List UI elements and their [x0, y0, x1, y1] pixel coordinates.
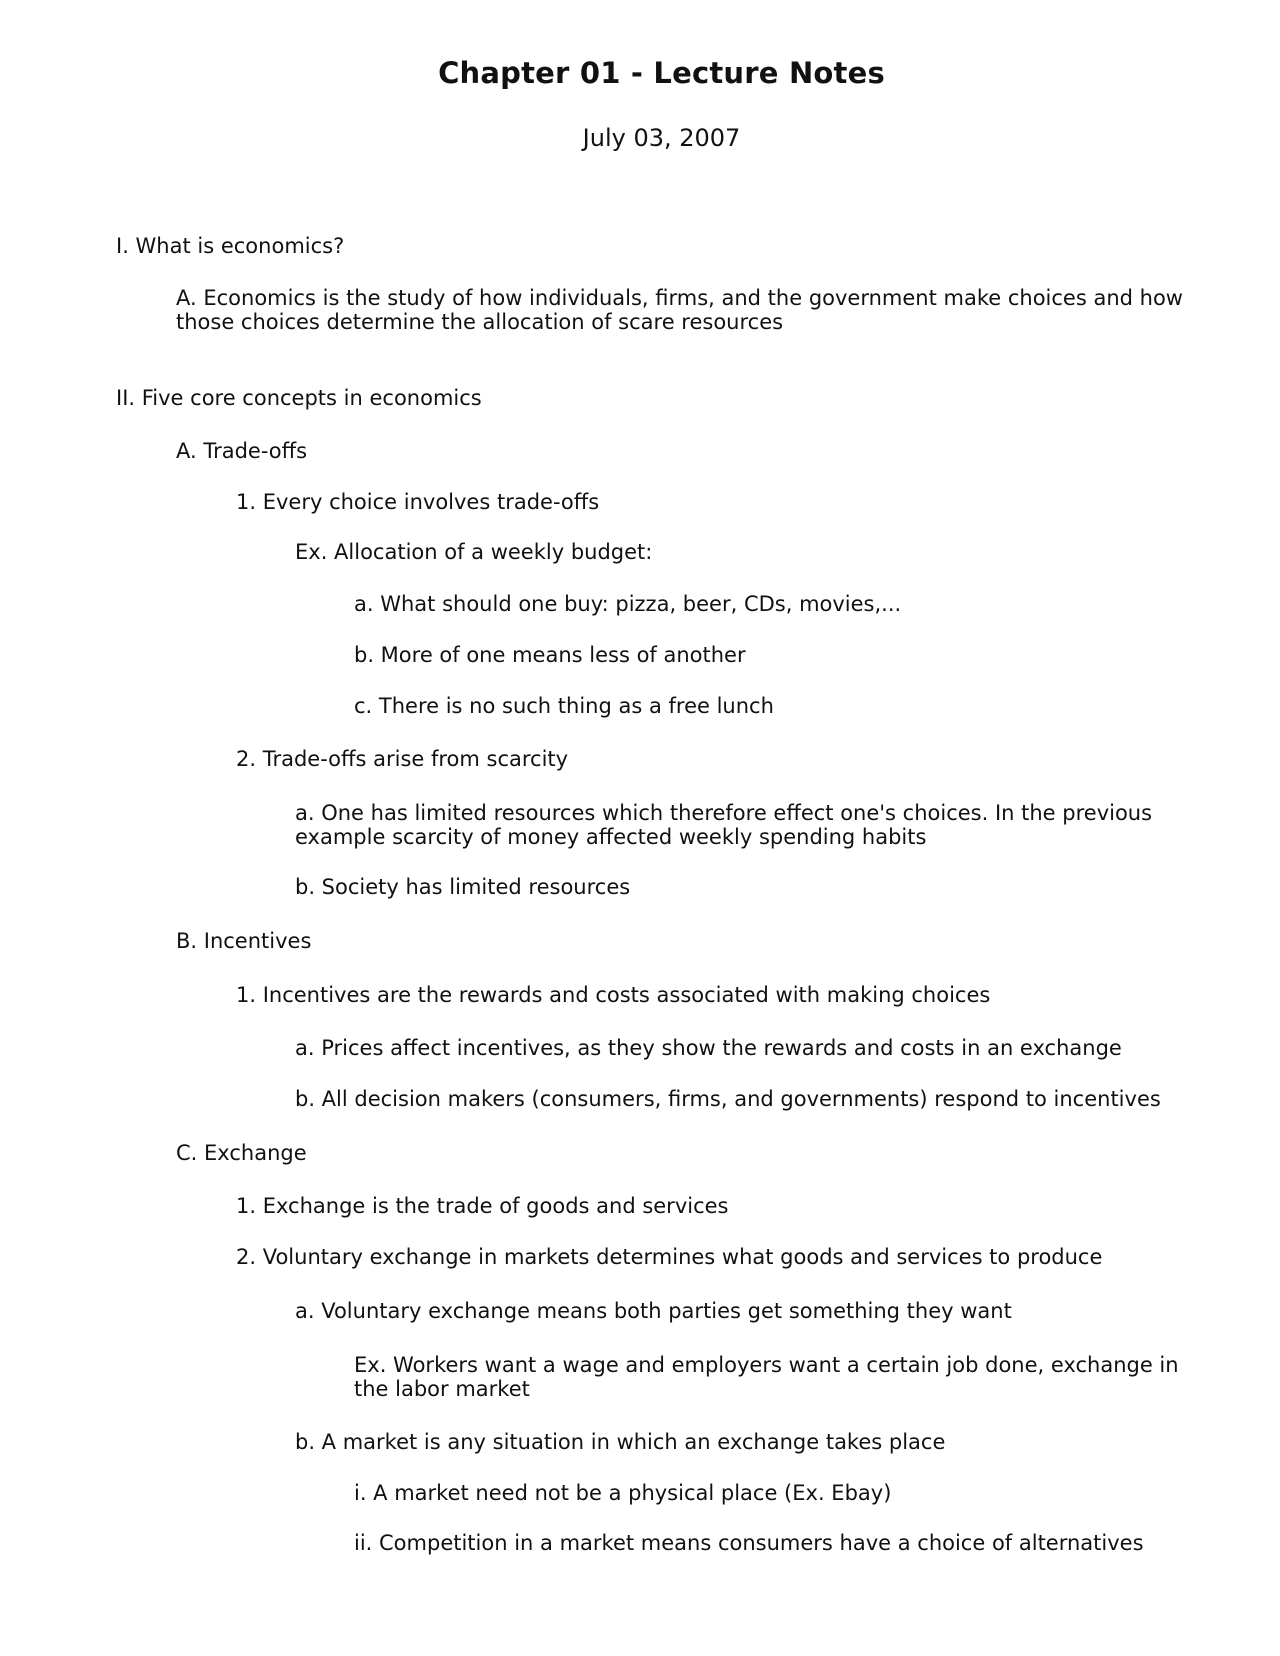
- outline-example-labor-market-line1: Ex. Workers want a wage and employers want a certain job done, exchange in: [354, 1353, 1179, 1377]
- outline-item-scarcity: 2. Trade-offs arise from scarcity: [236, 747, 569, 771]
- outline-example-labor-market-line2: the labor market: [354, 1377, 530, 1401]
- outline-item-both-parties: a. Voluntary exchange means both parties get something they want: [295, 1299, 1012, 1323]
- outline-item-exchange-definition: 1. Exchange is the trade of goods and services: [236, 1194, 729, 1218]
- outline-item-prices-affect: a. Prices affect incentives, as they show the rewards and costs in an exchange: [295, 1036, 1122, 1060]
- outline-item-market-definition: b. A market is any situation in which an exchange takes place: [295, 1430, 946, 1454]
- outline-item-decision-makers: b. All decision makers (consumers, firms, and governments) respond to incentives: [295, 1087, 1161, 1111]
- outline-item-economics-definition-line2: those choices determine the allocation of scare resources: [176, 310, 784, 334]
- outline-item-economics-definition-line1: A. Economics is the study of how individuals, firms, and the government make choices and how: [176, 286, 1183, 310]
- outline-item-more-of-one: b. More of one means less of another: [354, 643, 746, 667]
- outline-subheading-exchange: C. Exchange: [176, 1141, 307, 1165]
- outline-subheading-incentives: B. Incentives: [176, 929, 312, 953]
- outline-item-every-choice: 1. Every choice involves trade-offs: [236, 490, 600, 514]
- outline-item-free-lunch: c. There is no such thing as a free lunch: [354, 694, 774, 718]
- outline-item-competition: ii. Competition in a market means consumers have a choice of alternatives: [354, 1531, 1144, 1555]
- outline-item-what-to-buy: a. What should one buy: pizza, beer, CDs, movies,...: [354, 592, 902, 616]
- outline-item-society-limited: b. Society has limited resources: [295, 875, 631, 899]
- outline-item-market-not-physical: i. A market need not be a physical place (Ex. Ebay): [354, 1481, 892, 1505]
- document-date: July 03, 2007: [582, 124, 741, 152]
- outline-item-limited-resources-line1: a. One has limited resources which therefore effect one's choices. In the previous: [295, 801, 1153, 825]
- document-title: Chapter 01 - Lecture Notes: [438, 56, 885, 90]
- outline-item-limited-resources-line2: example scarcity of money affected weekly spending habits: [295, 825, 927, 849]
- outline-heading-what-is-economics: I. What is economics?: [116, 234, 345, 258]
- outline-item-voluntary-exchange: 2. Voluntary exchange in markets determines what goods and services to produce: [236, 1245, 1103, 1269]
- outline-item-incentives-definition: 1. Incentives are the rewards and costs associated with making choices: [236, 983, 991, 1007]
- outline-example-weekly-budget: Ex. Allocation of a weekly budget:: [295, 540, 653, 564]
- outline-heading-five-core-concepts: II. Five core concepts in economics: [116, 386, 482, 410]
- outline-subheading-trade-offs: A. Trade-offs: [176, 439, 308, 463]
